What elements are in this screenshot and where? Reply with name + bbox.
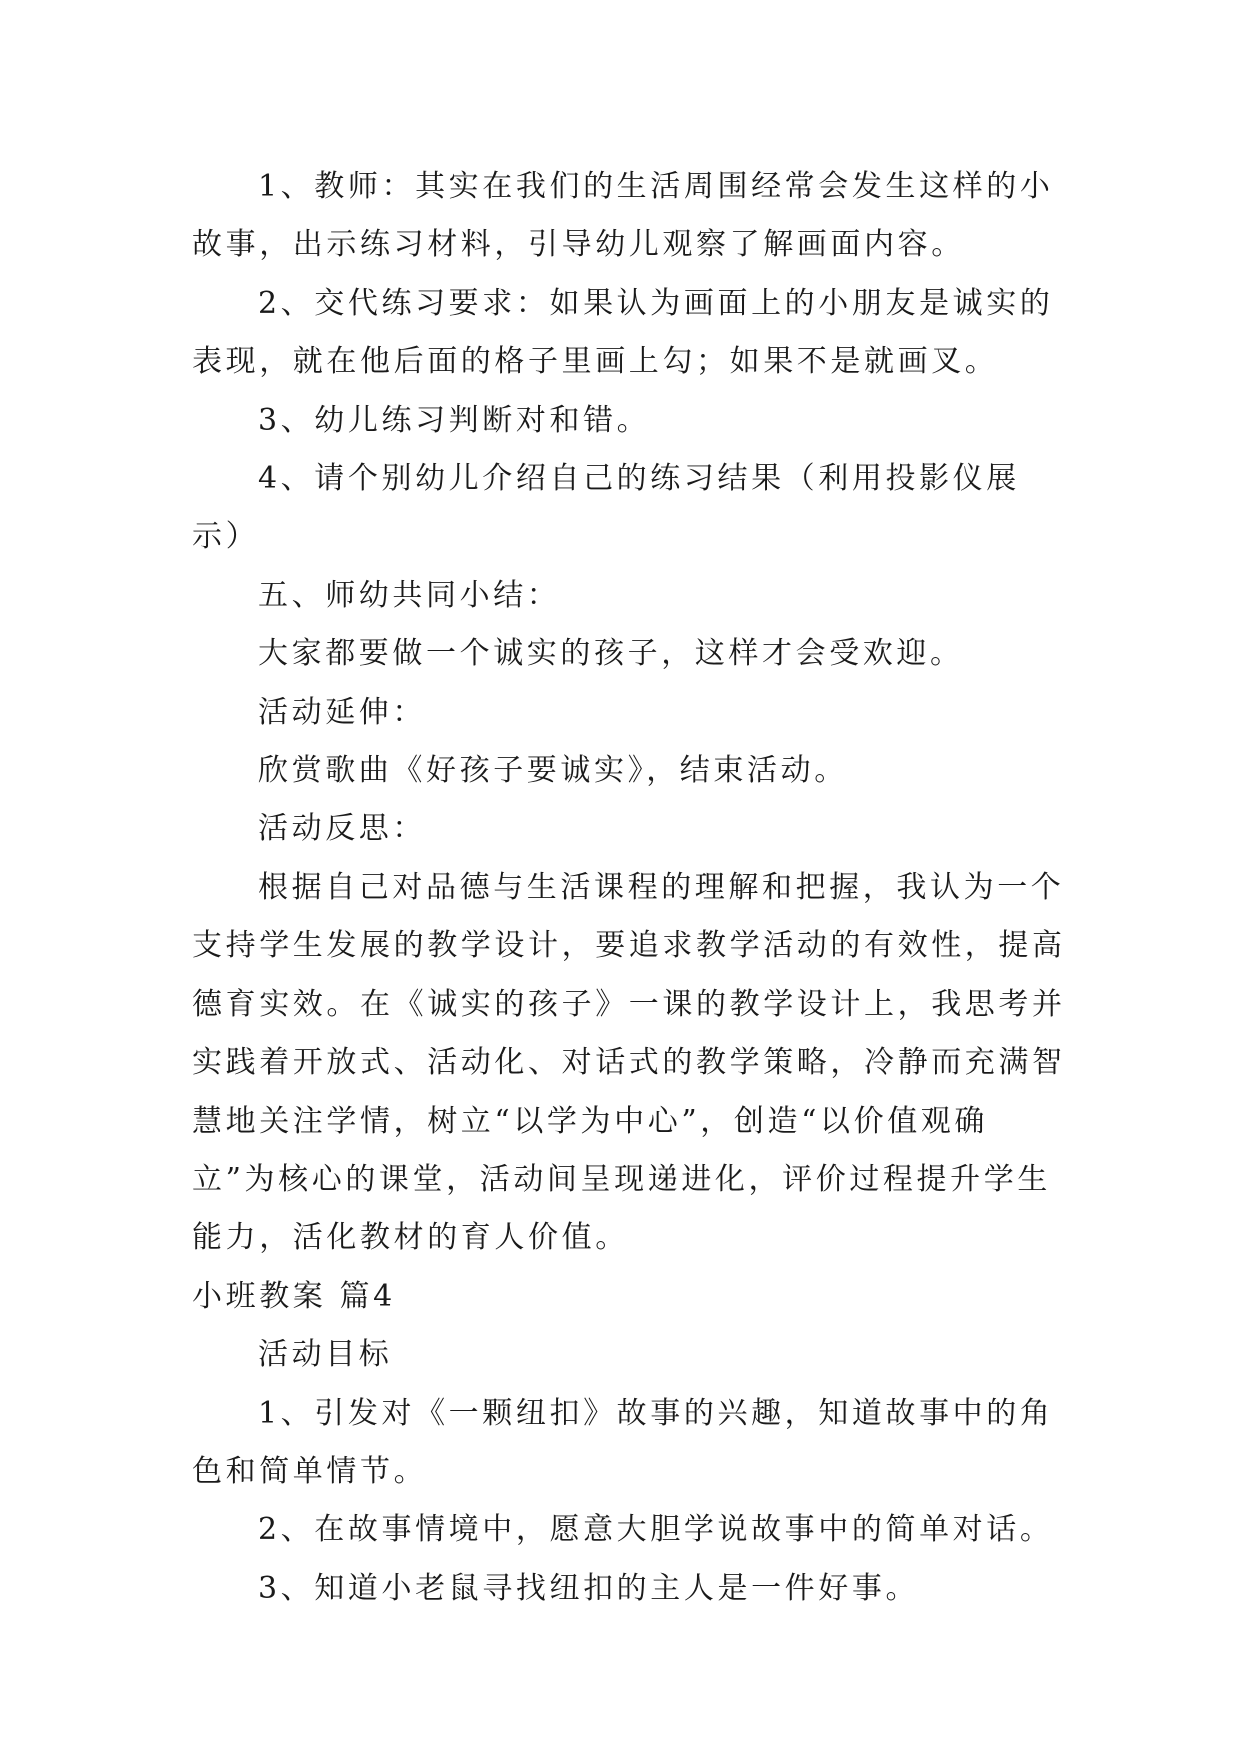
objective-item-1: 1、引发对《一颗纽扣》故事的兴趣，知道故事中的角色和简单情节。: [192, 1395, 1054, 1489]
lesson-title: 小班教案 篇4: [192, 1278, 396, 1314]
paragraph-present-results: 4、请个别幼儿介绍自己的练习结果（利用投影仪展示）: [192, 461, 1020, 555]
paragraph-extension: 欣赏歌曲《好孩子要诚实》，结束活动。: [258, 753, 848, 789]
objective-item-2: 2、在故事情境中，愿意大胆学说故事中的简单对话。: [258, 1512, 1054, 1548]
paragraph-judge-right-wrong: 3、幼儿练习判断对和错。: [258, 402, 651, 438]
section-heading-objectives: 活动目标: [258, 1337, 393, 1373]
paragraph-teacher-story: 1、教师：其实在我们的生活周围经常会发生这样的小故事，出示练习材料，引导幼儿观察了解画面内容。: [192, 169, 1054, 263]
paragraph-exercise-requirements: 2、交代练习要求：如果认为画面上的小朋友是诚实的表现，就在他后面的格子里画上勾；如果不是就画叉。: [192, 285, 1054, 380]
section-heading-summary: 五、师幼共同小结：: [258, 577, 561, 613]
paragraph-reflection: 根据自己对品德与生活课程的理解和把握，我认为一个支持学生发展的教学设计，要追求教学活动的有效性，提高德育实效。在《诚实的孩子》一课的教学设计上，我思考并实践着开放式、活动化、对话式的教学策略，冷静而充满智慧地关注学情，树立“以学为中心”，创造“以价值观确立”为核心的课堂，活动间呈现递进化，评价过程提升学生能力，活化教材的育人价值。: [192, 869, 1066, 1256]
section-heading-reflection: 活动反思：: [258, 811, 426, 847]
document-page: [192, 158, 1072, 1618]
section-heading-extension: 活动延伸：: [258, 694, 426, 730]
paragraph-summary: 大家都要做一个诚实的孩子，这样才会受欢迎。: [258, 636, 964, 672]
objective-item-3: 3、知道小老鼠寻找纽扣的主人是一件好事。: [258, 1570, 920, 1606]
